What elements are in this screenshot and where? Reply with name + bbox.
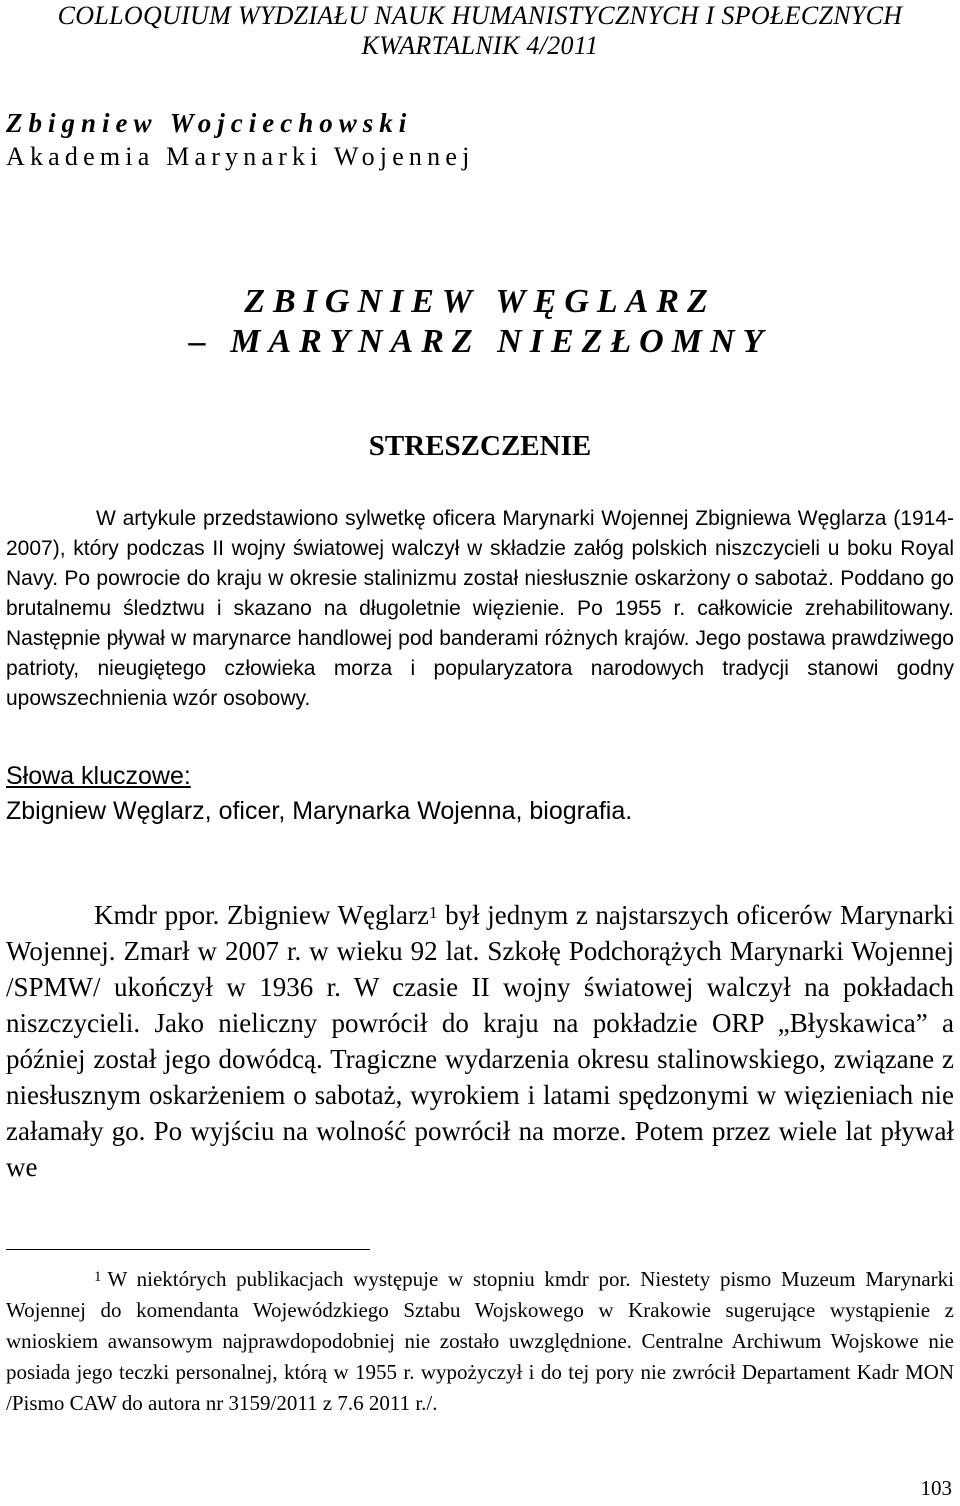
body-text-part1: Kmdr ppor. Zbigniew Węglarz	[94, 900, 429, 930]
body-paragraph	[6, 897, 954, 1185]
footnote-text: W niektórych publikacjach występuje w stopniu kmdr por. Niestety pismo Muzeum Marynarki Wojennej do komendanta Wojewódzkiego Sztabu Wojskowego w Krakowie sugerujące wystąpienie z wnioskiem awansowym najprawdopodobniej nie zostało uwzględnione. Centralne Archiwum Wojskowe nie posiada jego teczki personalnej, którą w 1955 r. wypożyczył i do tej pory nie zwrócił Departament Kadr MON /Pismo CAW do autora nr 3159/2011 z 7.6 2011 r./.	[6, 1267, 954, 1415]
article-title-line2: – MARYNARZ NIEZŁOMNY	[188, 323, 772, 360]
footnote-paragraph	[6, 1264, 954, 1419]
journal-issue: KWARTALNIK 4/2011	[361, 31, 599, 60]
abstract-text: W artykule przedstawiono sylwetkę oficera Marynarki Wojennej Zbigniewa Węglarza (1914-2007), który podczas II wojny światowej walczył w składzie załóg polskich niszczycieli u boku Royal Navy. Po powrocie do kraju w okresie stalinizmu został niesłusznie oskarżony o sabotaż. Poddano go brutalnemu śledztwu i skazano na długoletnie więzienie. Po 1955 r. całkowicie zrehabilitowany. Następnie pływał w marynarce handlowej pod banderami różnych krajów. Jego postawa prawdziwego patrioty, nieugiętego człowieka morza i popularyzatora narodowych tradycji stanowi godny upowszechnienia wzór osobowy.	[6, 507, 954, 710]
footnote-reference[interactable]: 1	[429, 903, 438, 922]
footnote	[6, 1264, 954, 1419]
body-text-part2: był jednym z najstarszych oficerów Marynarki Wojennej. Zmarł w 2007 r. w wieku 92 lat. Szkołę Podchorążych Marynarki Wojennej /SPMW/ ukończył w 1936 r. W czasie II wojny światowej walczył na pokładach niszczycieli. Jako nieliczny powrócił do kraju na pokładzie ORP „Błyskawica” a później został jego dowódcą. Tragiczne wydarzenia okresu stalinowskiego, związane z niesłusznym oskarżeniem o sabotaż, wyrokiem i latami spędzonymi w więzieniach nie załamały go. Po wyjściu na wolność powrócił na morze. Potem przez wiele lat pływał we	[6, 900, 954, 1182]
author-affiliation: Akademia Marynarki Wojennej	[6, 142, 475, 171]
keywords-text: Zbigniew Węglarz, oficer, Marynarka Wojenna, biografia.	[6, 797, 633, 825]
article-title-line1: ZBIGNIEW WĘGLARZ	[244, 283, 716, 320]
footnote-divider	[6, 1249, 370, 1250]
abstract	[6, 504, 954, 714]
footnote-number: 1	[94, 1269, 102, 1285]
page-number: 103	[920, 1476, 952, 1500]
author-name: Zbigniew Wojciechowski	[6, 108, 413, 138]
body-text	[6, 897, 954, 1185]
journal-title: COLLOQUIUM WYDZIAŁU NAUK HUMANISTYCZNYCH I SPOŁECZNYCH	[57, 1, 903, 30]
abstract-heading: STRESZCZENIE	[368, 430, 592, 462]
keywords-heading: Słowa kluczowe:	[6, 762, 191, 790]
